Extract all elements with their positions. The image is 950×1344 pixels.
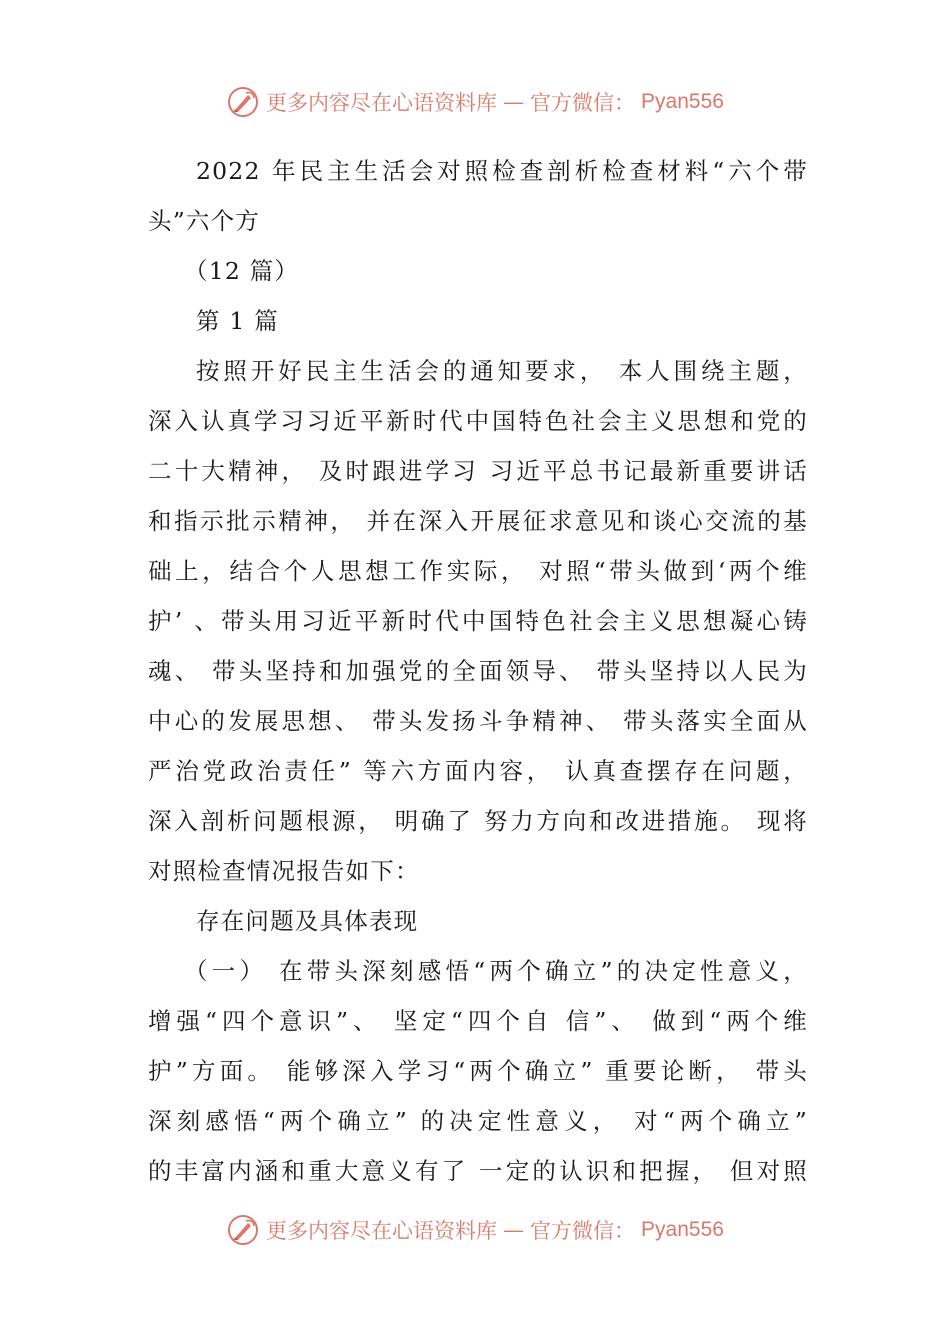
document-title-line-1: 2022 年民主生活会对照检查剖析检查材料“六个带 — [196, 157, 808, 185]
pen-logo-icon — [226, 1213, 260, 1247]
issues-heading: 存在问题及具体表现 — [196, 907, 419, 935]
watermark-separator: — — [503, 90, 525, 114]
watermark-text: 更多内容尽在心语资料库 — [266, 1219, 498, 1243]
paragraph-line: 对照检查情况报告如下： — [148, 857, 420, 885]
watermark-label: 官方微信： — [530, 1219, 636, 1243]
watermark-label: 官方微信： — [530, 91, 636, 115]
watermark-group — [226, 85, 724, 119]
paragraph-line: 础上，结合个人思想工作实际， 对照“带头做到‘两个维 — [148, 557, 808, 585]
paragraph-line: 二十大精神， 及时跟进学习 习近平总书记最新重要讲话 — [148, 457, 808, 485]
watermark-wechat-id: Pyan556 — [641, 90, 724, 113]
document-body — [148, 146, 808, 1196]
paragraph-intro — [148, 346, 808, 896]
paragraph-line: 中心的发展思想、 带头发扬斗争精神、 带头落实全面从 — [148, 707, 808, 735]
watermark-group — [226, 1213, 724, 1247]
document-count: （12 篇） — [184, 257, 300, 285]
paragraph-line: 护’ 、带头用习近平新时代中国特色社会主义思想凝心铸 — [148, 607, 808, 635]
paragraph-line: 按照开好民主生活会的通知要求， 本人围绕主题， — [196, 357, 808, 385]
paragraph-line: 增强“四个意识”、 坚定“四个自 信”、 做到“两个维 — [148, 1007, 808, 1035]
paragraph-line: 深入认真学习习近平新时代中国特色社会主义思想和党的 — [148, 407, 808, 435]
paragraph-one — [148, 946, 808, 1196]
watermark-separator: — — [503, 1218, 525, 1242]
watermark-wechat-id: Pyan556 — [641, 1218, 724, 1241]
paragraph-line: 深入剖析问题根源， 明确了 努力方向和改进措施。 现将 — [148, 807, 808, 835]
paragraph-line: 和指示批示精神， 并在深入开展征求意见和谈心交流的基 — [148, 507, 808, 535]
paragraph-line: 的丰富内涵和重大意义有了 一定的认识和把握， 但对照 — [148, 1157, 808, 1185]
document-title-line-2: 头”六个方 — [148, 207, 261, 235]
watermark-banner-bottom — [0, 1208, 950, 1252]
paragraph-line: 严治党政治责任” 等六方面内容， 认真查摆存在问题， — [148, 757, 808, 785]
section-heading: 第 1 篇 — [196, 307, 279, 335]
paragraph-line: 魂、 带头坚持和加强党的全面领导、 带头坚持以人民为 — [148, 657, 808, 685]
watermark-banner-top — [0, 80, 950, 124]
watermark-text: 更多内容尽在心语资料库 — [266, 91, 498, 115]
pen-logo-icon — [226, 85, 260, 119]
paragraph-line: 护”方面。 能够深入学习“两个确立” 重要论断， 带头 — [148, 1057, 808, 1085]
paragraph-line: 深刻感悟“两个确立” 的决定性意义， 对“两个确立” — [148, 1107, 808, 1135]
paragraph-line: （一） 在带头深刻感悟“两个确立”的决定性意义， — [184, 957, 808, 985]
